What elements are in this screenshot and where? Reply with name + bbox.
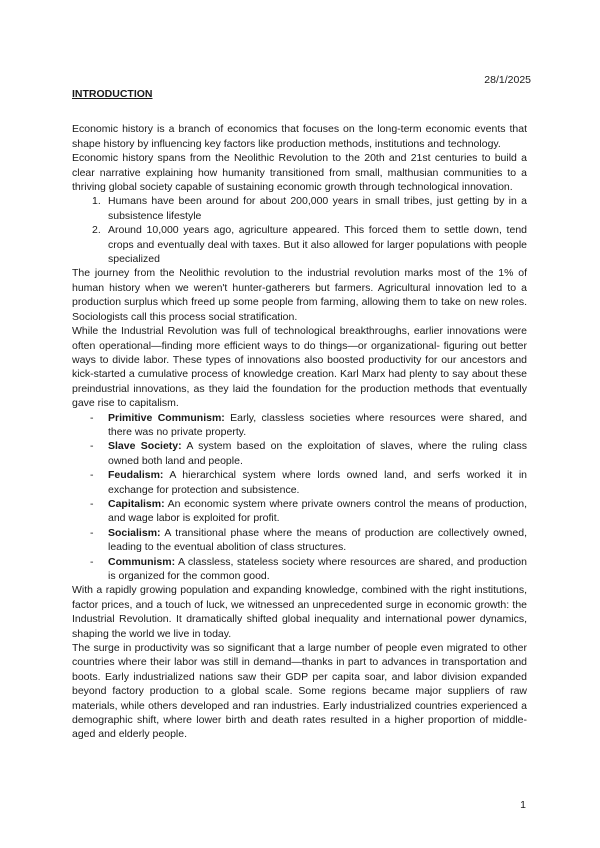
list-item: [72, 526, 527, 555]
section-heading: INTRODUCTION: [72, 88, 153, 100]
list-term: Slave Society:: [108, 440, 182, 453]
paragraph-definition: Economic history is a branch of economics that focuses on the long-term economic events that shape history by influencing key factors like production methods, institutions and technology.: [72, 123, 527, 150]
list-term: Capitalism:: [108, 497, 165, 510]
modes-of-production-list: [72, 411, 527, 584]
dash-marker: -: [90, 411, 94, 424]
paragraph-industrial-revolution: With a rapidly growing population and expanding knowledge, combined with the right institutions, factor prices, and a touch of luck, we witnessed an unprecedented surge in economic growth: the Industrial Revolution. It dramatically shifted global inequality and international power dynamics, shaping the world we live in today.: [72, 584, 527, 640]
list-item: [72, 439, 527, 468]
document-body: [72, 87, 527, 742]
list-item-text: Early, classless societies where resources were shared, and there was no private property.: [108, 411, 527, 438]
list-term: Primitive Communism:: [108, 411, 225, 424]
list-item-text: A system based on the exploitation of slaves, where the ruling class owned both land and people.: [108, 440, 528, 467]
list-item: [72, 468, 527, 497]
dash-marker: -: [90, 555, 94, 568]
list-term: Socialism:: [108, 526, 161, 539]
dash-marker: -: [90, 497, 94, 510]
list-item: [72, 223, 527, 266]
list-term: Communism:: [108, 555, 176, 568]
document-date: 28/1/2025: [484, 74, 531, 86]
list-number: 2.: [92, 224, 101, 237]
list-item-text: A hierarchical system where lords owned land, and serfs worked it in exchange for protection and subsistence.: [108, 469, 527, 496]
list-item: [72, 411, 527, 440]
paragraph-productivity-surge: The surge in productivity was so significant that a large number of people even migrated to other countries where their labor was still in demand—thanks in part to advances in transportation and boots. Early industrialized nations saw their GDP per capita soar, and labor division expanded beyond factory production to a global scale. Some regions became major suppliers of raw materials, while others developed and ran industries. Early industrialized countries experienced a demographic shift, where lower birth and death rates resulted in a higher proportion of middle-aged and elderly people.: [72, 642, 527, 741]
paragraph-innovations: While the Industrial Revolution was full of technological breakthroughs, earlier innovations were often operational—finding more efficient ways to do things—or organizational- figuring out better ways to divide labor. These types of innovations also boosted productivity for our ancestors and kick-started a cumulative process of knowledge creation. Karl Marx had plenty to say about these preindustrial innovations, as they laid the foundation for the production methods that eventually gave rise to capitalism.: [72, 325, 527, 410]
paragraph-neolithic: The journey from the Neolithic revolution to the industrial revolution marks most of the 1% of human history when we weren't hunter-gatherers but farmers. Agricultural innovation led to a production surplus which freed up some people from farming, allowing them to take on new roles. Sociologists call this process social stratification.: [72, 267, 527, 323]
paragraph-scope: Economic history spans from the Neolithic Revolution to the 20th and 21st centuries to build a clear narrative explaining how humanity transitioned from small, malthusian communities to a thriving global society capable of sustaining economic growth through technological innovation.: [72, 152, 527, 194]
dash-marker: -: [90, 526, 94, 539]
list-item-text: A transitional phase where the means of production are collectively owned, leading to the eventual abolition of class structures.: [108, 526, 527, 554]
list-item: [72, 497, 527, 526]
page-number: 1: [520, 799, 526, 811]
list-term: Feudalism:: [108, 469, 164, 482]
list-item-text: Humans have been around for about 200,000 years in small tribes, just getting by in a subsistence lifestyle: [108, 195, 527, 222]
list-item-text: Around 10,000 years ago, agriculture appeared. This forced them to settle down, tend crops and eventually deal with taxes. But it also allowed for larger populations with people specialized: [108, 224, 527, 266]
list-item-text: An economic system where private owners control the means of production, and wage labor is exploited for profit.: [108, 497, 527, 525]
numbered-list: [72, 194, 527, 266]
list-number: 1.: [92, 195, 101, 208]
list-item: [72, 194, 527, 223]
dash-marker: -: [90, 469, 94, 482]
dash-marker: -: [90, 440, 94, 453]
list-item: [72, 555, 527, 584]
list-item-text: A classless, stateless society where resources are shared, and production is organized for the common good.: [108, 555, 527, 582]
